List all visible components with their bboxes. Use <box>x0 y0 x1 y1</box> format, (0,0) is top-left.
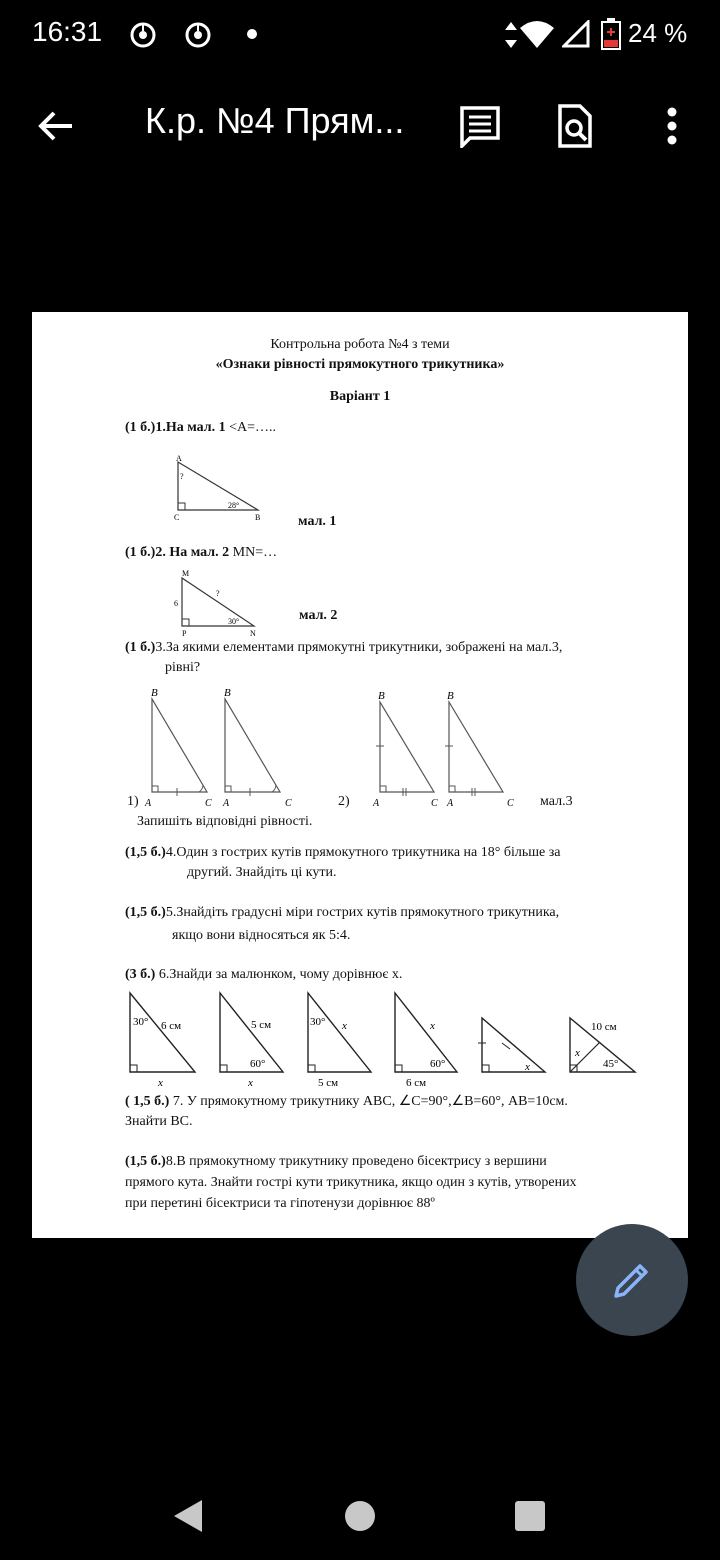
svg-text:30°: 30° <box>133 1016 149 1028</box>
back-button[interactable] <box>28 98 84 154</box>
app-bar <box>0 80 720 170</box>
svg-text:A: A <box>373 798 380 809</box>
svg-text:30°: 30° <box>228 617 240 626</box>
svg-text:C: C <box>507 798 514 809</box>
svg-text:B: B <box>255 513 261 522</box>
question-7: ( 1,5 б.) 7. У прямокутному трикутнику АВС, ∠С=90°,∠В=60°, АВ=10см. <box>125 1094 568 1109</box>
svg-text:B: B <box>224 687 231 699</box>
question-7-line2: Знайти ВС. <box>125 1114 193 1129</box>
svg-text:60°: 60° <box>250 1058 266 1070</box>
doc-heading: Контрольна робота №4 з теми <box>270 337 450 352</box>
figure-6 <box>125 988 645 1092</box>
svg-text:6 см: 6 см <box>161 1020 182 1032</box>
question-8-line2: прямого кута. Знайти гострі кути трикутника, якщо один з кутів, утворених <box>125 1175 577 1190</box>
question-3: (1 б.)3.За якими елементами прямокутні трикутники, зображені на мал.3, <box>125 640 563 655</box>
document-title: К.р. №4 Прям... <box>145 100 405 141</box>
comment-icon <box>458 104 502 148</box>
chrome-icon <box>130 22 156 48</box>
question-5-line2: якщо вони відносяться як 5:4. <box>172 928 351 943</box>
document-page[interactable] <box>32 312 688 1238</box>
svg-text:A: A <box>447 798 454 809</box>
more-options-button[interactable] <box>644 98 700 154</box>
comment-button[interactable] <box>452 98 508 154</box>
doc-topic: «Ознаки рівності прямокутного трикутника» <box>215 357 505 372</box>
svg-text:C: C <box>174 513 180 522</box>
battery-percent: 24 % <box>628 18 688 48</box>
question-8: (1,5 б.)8.В прямокутному трикутнику проведено бісектрису з вершини <box>125 1154 547 1169</box>
svg-text:A: A <box>145 798 152 809</box>
svg-text:x: x <box>430 1020 435 1032</box>
figure-2 <box>170 568 270 640</box>
svg-text:x: x <box>525 1061 530 1073</box>
pencil-icon <box>610 1258 654 1302</box>
chrome-icon <box>185 22 211 48</box>
question-4-line2: другий. Знайдіть ці кути. <box>187 865 337 880</box>
status-time: 16:31 <box>32 16 103 47</box>
figure-2-label: мал. 2 <box>299 608 338 623</box>
figure-3-pair-1: 1) <box>127 794 139 809</box>
edit-fab[interactable] <box>576 1224 688 1336</box>
wifi-icon <box>520 20 554 48</box>
dot-icon <box>246 28 258 40</box>
figure-1-label: мал. 1 <box>298 514 337 529</box>
svg-text:6 см: 6 см <box>406 1077 427 1089</box>
find-in-page-icon <box>556 104 596 148</box>
data-arrows-icon <box>504 22 518 48</box>
figure-1 <box>170 452 270 524</box>
svg-text:x: x <box>575 1047 580 1059</box>
arrow-left-icon <box>36 106 76 146</box>
svg-text:5 см: 5 см <box>251 1019 272 1031</box>
question-6: (3 б.) 6.Знайди за малюнком, чому дорівнює х. <box>125 967 403 982</box>
doc-variant: Варіант 1 <box>329 389 391 404</box>
status-bar <box>0 0 720 70</box>
svg-text:A: A <box>223 798 230 809</box>
battery-icon <box>600 18 622 50</box>
svg-text:N: N <box>250 629 256 638</box>
question-8-line3: при перетині бісектриси та гіпотенузи дорівнює 88º <box>125 1196 435 1211</box>
svg-text:C: C <box>431 798 438 809</box>
svg-text:x: x <box>158 1077 163 1089</box>
home-circle-icon[interactable] <box>340 1496 380 1536</box>
svg-text:30°: 30° <box>310 1016 326 1028</box>
find-in-page-button[interactable] <box>548 98 604 154</box>
back-triangle-icon[interactable] <box>170 1496 210 1536</box>
svg-text:?: ? <box>216 589 220 598</box>
question-4: (1,5 б.)4.Один з гострих кутів прямокутного трикутника на 18° більше за <box>125 845 561 860</box>
svg-text:10 см: 10 см <box>591 1021 617 1033</box>
question-2: (1 б.)2. На мал. 2 MN=… <box>125 545 278 560</box>
question-3-note: Запишіть відповідні рівності. <box>137 814 313 829</box>
svg-text:M: M <box>182 569 190 578</box>
svg-text:P: P <box>182 629 187 638</box>
svg-text:45°: 45° <box>603 1058 619 1070</box>
svg-text:?: ? <box>180 472 184 481</box>
svg-text:x: x <box>342 1020 347 1032</box>
svg-text:B: B <box>378 690 385 702</box>
recents-square-icon[interactable] <box>510 1496 550 1536</box>
svg-text:x: x <box>248 1077 253 1089</box>
signal-icon <box>562 20 590 48</box>
svg-text:B: B <box>151 687 158 699</box>
figure-3 <box>137 684 557 810</box>
question-3-line2: рівні? <box>165 660 201 675</box>
figure-3-pair-2: 2) <box>338 794 350 809</box>
system-nav-bar <box>0 1470 720 1560</box>
question-5: (1,5 б.)5.Знайдіть градусні міри гострих кутів прямокутного трикутника, <box>125 905 560 920</box>
svg-text:A: A <box>176 454 182 463</box>
figure-3-label: мал.3 <box>540 794 573 809</box>
svg-text:60°: 60° <box>430 1058 446 1070</box>
question-1: (1 б.)1.На мал. 1 <A=….. <box>125 420 277 435</box>
svg-text:B: B <box>447 690 454 702</box>
svg-text:5 см: 5 см <box>318 1077 339 1089</box>
svg-text:6: 6 <box>174 599 178 608</box>
more-vert-icon <box>666 106 678 146</box>
svg-text:C: C <box>205 798 212 809</box>
svg-text:C: C <box>285 798 292 809</box>
svg-text:28°: 28° <box>228 501 240 510</box>
